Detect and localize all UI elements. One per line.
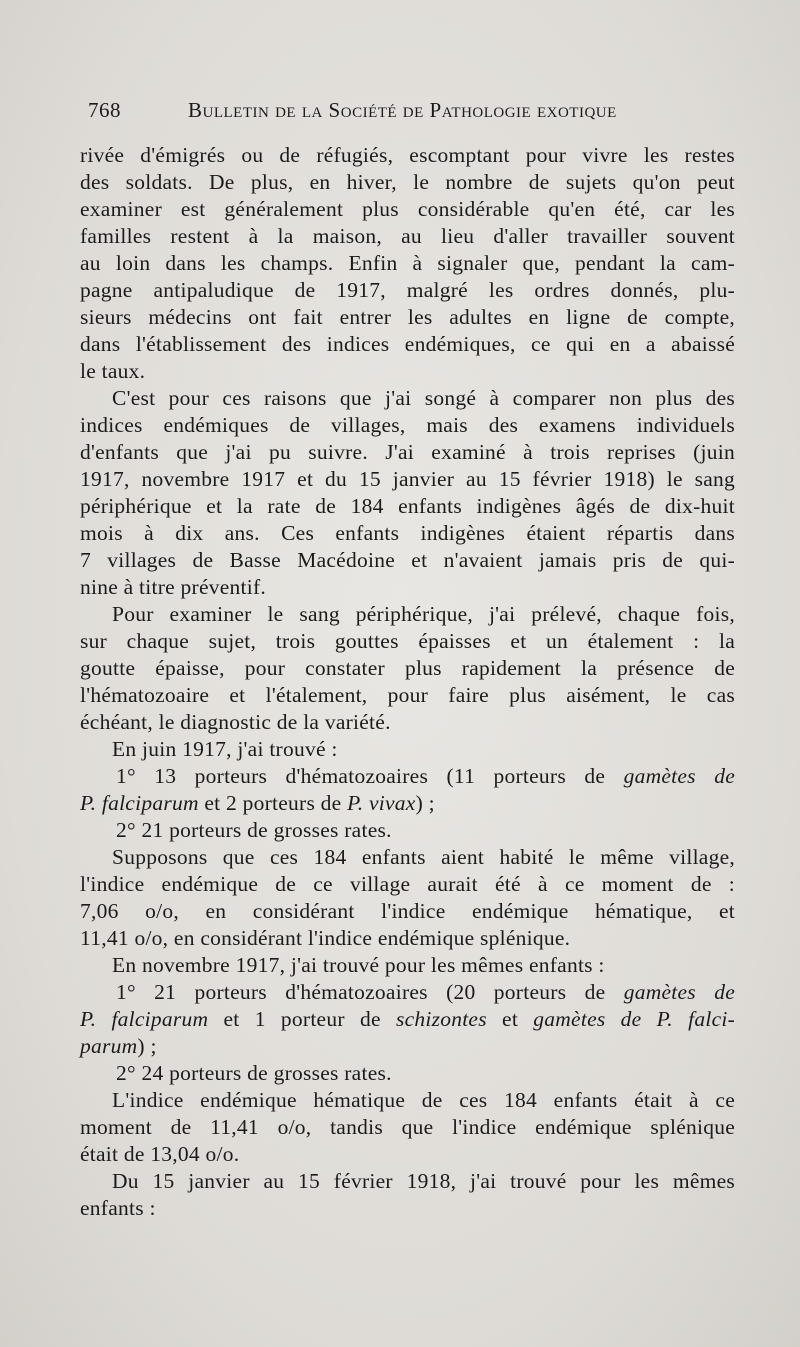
text-line: sieurs médecins ont fait entrer les adultes en ligne de compte, (80, 305, 735, 329)
text-line: Pour examiner le sang périphérique, j'ai prélevé, chaque fois, (112, 602, 735, 626)
italic-run: parum (80, 1034, 138, 1058)
text-run: et 2 porteurs de (204, 791, 342, 815)
text-line: d'enfants que j'ai pu suivre. J'ai examiné à trois reprises (juin (80, 440, 735, 464)
text-run: et 1 porteur de (223, 1007, 381, 1031)
text-line: moment de 11,41 o/o, tandis que l'indice endémique splénique (80, 1115, 735, 1139)
text-line: dans l'établissement des indices endémiques, ce qui en a abaissé (80, 332, 735, 356)
text-line: pagne antipaludique de 1917, malgré les ordres donnés, plu- (80, 278, 735, 302)
text-line: 11,41 o/o, en considérant l'indice endémique splénique. (80, 926, 571, 950)
italic-run: gamètes de (623, 764, 736, 788)
italic-run: gamètes de P. falci- (533, 1007, 735, 1031)
text-line: l'indice endémique de ce village aurait été à ce moment de : (80, 872, 735, 896)
text-line: 7,06 o/o, en considérant l'indice endémique hématique, et (80, 899, 735, 923)
text-line: Supposons que ces 184 enfants aient habité le même village, (112, 845, 735, 869)
text-line (80, 1033, 735, 1060)
text-line: 2° 21 porteurs de grosses rates. (116, 818, 392, 842)
text-line: échéant, le diagnostic de la variété. (80, 710, 391, 734)
text-line: sur chaque sujet, trois gouttes épaisses et un étalement : la (80, 629, 735, 653)
text-line: le taux. (80, 359, 146, 383)
text-run: 1° 13 porteurs d'hématozoaires (11 porteurs de (116, 764, 606, 788)
text-line: nine à titre préventif. (80, 575, 267, 599)
text-line: En novembre 1917, j'ai trouvé pour les mêmes enfants : (112, 953, 605, 977)
text-line: L'indice endémique hématique de ces 184 enfants était à ce (112, 1088, 735, 1112)
body-text (80, 142, 735, 1222)
text-run: 1° 21 porteurs d'hématozoaires (20 porteurs de (116, 980, 606, 1004)
running-header (88, 98, 748, 128)
italic-run: gamètes de (623, 980, 735, 1004)
text-line (80, 979, 735, 1006)
text-line: familles restent à la maison, au lieu d'aller travailler souvent (80, 224, 735, 248)
text-line: Du 15 janvier au 15 février 1918, j'ai trouvé pour les mêmes (112, 1169, 735, 1193)
page-number: 768 (88, 98, 121, 122)
text-line: au loin dans les champs. Enfin à signaler que, pendant la cam- (80, 251, 735, 275)
text-line: C'est pour ces raisons que j'ai songé à comparer non plus des (112, 386, 735, 410)
italic-run: schizontes (395, 1007, 487, 1031)
text-line: goutte épaisse, pour constater plus rapidement la présence de (80, 656, 735, 680)
text-line: l'hématozoaire et l'étalement, pour faire plus aisément, le cas (80, 683, 735, 707)
text-line (80, 1006, 735, 1033)
running-title: Bulletin de la Société de Pathologie exotique (188, 98, 617, 122)
text-line: 2° 24 porteurs de grosses rates. (116, 1061, 392, 1085)
text-line: périphérique et la rate de 184 enfants indigènes âgés de dix-huit (80, 494, 735, 518)
text-line: examiner est généralement plus considérable qu'en été, car les (80, 197, 735, 221)
text-line: des soldats. De plus, en hiver, le nombre de sujets qu'on peut (80, 170, 735, 194)
text-line: rivée d'émigrés ou de réfugiés, escomptant pour vivre les restes (80, 143, 735, 167)
text-run: ) ; (137, 1034, 157, 1058)
text-line: En juin 1917, j'ai trouvé : (112, 737, 338, 761)
text-run: et (502, 1007, 519, 1031)
text-line: 1917, novembre 1917 et du 15 janvier au 15 février 1918) le sang (80, 467, 735, 491)
text-run: ) ; (415, 791, 435, 815)
text-line: mois à dix ans. Ces enfants indigènes étaient répartis dans (80, 521, 735, 545)
italic-run: P. falciparum (80, 1007, 209, 1031)
text-line: indices endémiques de villages, mais des examens individuels (80, 413, 735, 437)
text-line: enfants : (80, 1196, 156, 1220)
italic-run: P. falciparum (80, 791, 199, 815)
italic-run: P. vivax (347, 791, 416, 815)
text-line (80, 790, 735, 817)
text-line (80, 763, 735, 790)
text-line: était de 13,04 o/o. (80, 1142, 240, 1166)
text-line: 7 villages de Basse Macédoine et n'avaient jamais pris de qui- (80, 548, 735, 572)
